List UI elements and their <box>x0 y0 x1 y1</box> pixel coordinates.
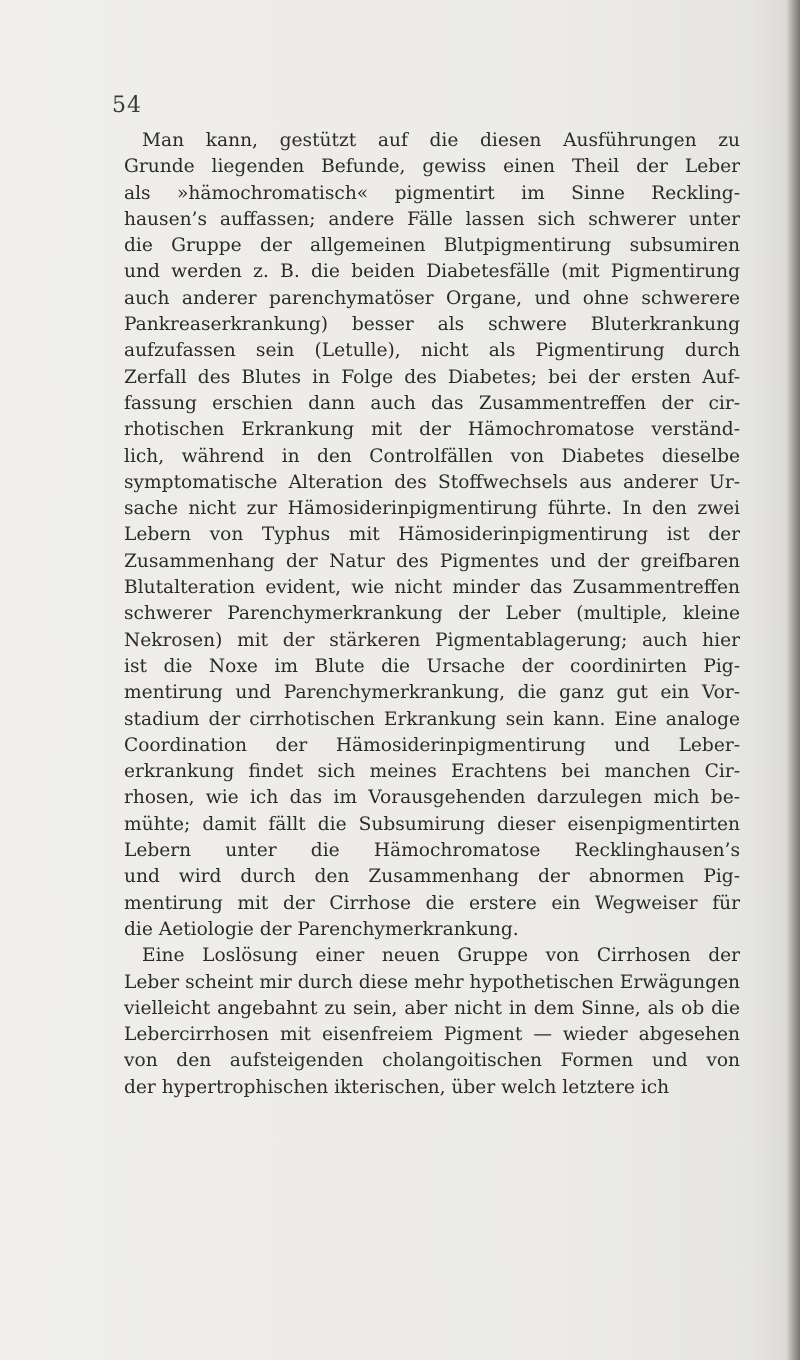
text-line: vielleicht angebahnt zu sein, aber nicht in dem Sinne, als ob die <box>124 997 740 1019</box>
text-line: Pankreaserkrankung) besser als schwere Bluterkrankung <box>124 314 740 336</box>
text-line: hausen’s auffassen; andere Fälle lassen sich schwerer unter <box>124 208 740 230</box>
text-line: auch anderer parenchymatöser Organe, und ohne schwerere <box>124 287 740 309</box>
text-line: symptomatische Alteration des Stoffwechsels aus anderer Ur- <box>124 471 740 493</box>
text-line: Lebercirrhosen mit eisenfreiem Pigment — wieder abgesehen <box>124 1024 740 1046</box>
text-line: Zusammenhang der Natur des Pigmentes und der greifbaren <box>124 550 740 572</box>
text-line: mentirung mit der Cirrhose die erstere ein Wegweiser für <box>124 892 740 914</box>
text-line: Lebern von Typhus mit Hämosiderinpigmentirung ist der <box>124 524 740 546</box>
text-line: mentirung und Parenchymerkrankung, die ganz gut ein Vor- <box>124 682 740 704</box>
body-text <box>124 128 740 1101</box>
paragraph <box>124 128 740 943</box>
text-line: Blutalteration evident, wie nicht minder das Zusammentreffen <box>124 577 740 599</box>
text-line: rhotischen Erkrankung mit der Hämochromatose verständ- <box>124 419 740 441</box>
text-line: von den aufsteigenden cholangoitischen Formen und von <box>124 1050 740 1072</box>
text-line: Zerfall des Blutes in Folge des Diabetes; bei der ersten Auf- <box>124 366 740 388</box>
text-line: rhosen, wie ich das im Vorausgehenden darzulegen mich be- <box>124 787 740 809</box>
text-line: die Gruppe der allgemeinen Blutpigmentirung subsumiren <box>124 235 740 257</box>
text-line: Lebern unter die Hämochromatose Recklinghausen’s <box>124 840 740 862</box>
page-edge-shadow <box>786 0 800 1360</box>
text-line: mühte; damit fällt die Subsumirung dieser eisenpigmentirten <box>124 813 740 835</box>
text-line: Nekrosen) mit der stärkeren Pigmentablagerung; auch hier <box>124 629 740 651</box>
text-line: der hypertrophischen ikterischen, über welch letztere ich <box>124 1076 670 1098</box>
text-line: und wird durch den Zusammenhang der abnormen Pig- <box>124 866 740 888</box>
text-line: als »hämochromatisch« pigmentirt im Sinne Reckling- <box>124 182 740 204</box>
text-line: und werden z. B. die beiden Diabetesfälle (mit Pigmentirung <box>124 261 740 283</box>
text-line: sache nicht zur Hämosiderinpigmentirung führte. In den zwei <box>124 498 740 520</box>
text-line: Grunde liegenden Befunde, gewiss einen Theil der Leber <box>124 156 740 178</box>
text-line: stadium der cirrhotischen Erkrankung sein kann. Eine analoge <box>124 708 740 730</box>
text-line: ist die Noxe im Blute die Ursache der coordinirten Pig- <box>124 655 740 677</box>
text-line: die Aetiologie der Parenchymerkrankung. <box>124 918 519 940</box>
text-line: fassung erschien dann auch das Zusammentreffen der cir- <box>124 392 740 414</box>
paragraph <box>124 943 740 1101</box>
text-line: aufzufassen sein (Letulle), nicht als Pigmentirung durch <box>124 340 740 362</box>
text-line: erkrankung findet sich meines Erachtens bei manchen Cir- <box>124 761 740 783</box>
text-line: Leber scheint mir durch diese mehr hypothetischen Erwägungen <box>124 971 740 993</box>
text-line: Man kann, gestützt auf die diesen Ausführungen zu <box>142 130 740 151</box>
text-line: Eine Loslösung einer neuen Gruppe von Cirrhosen der <box>142 945 740 967</box>
text-line: lich, während in den Controlfällen von Diabetes dieselbe <box>124 445 740 467</box>
text-line: Coordination der Hämosiderinpigmentirung und Leber- <box>124 734 740 756</box>
text-line: schwerer Parenchymerkrankung der Leber (multiple, kleine <box>124 603 740 625</box>
page-number: 54 <box>112 93 142 118</box>
